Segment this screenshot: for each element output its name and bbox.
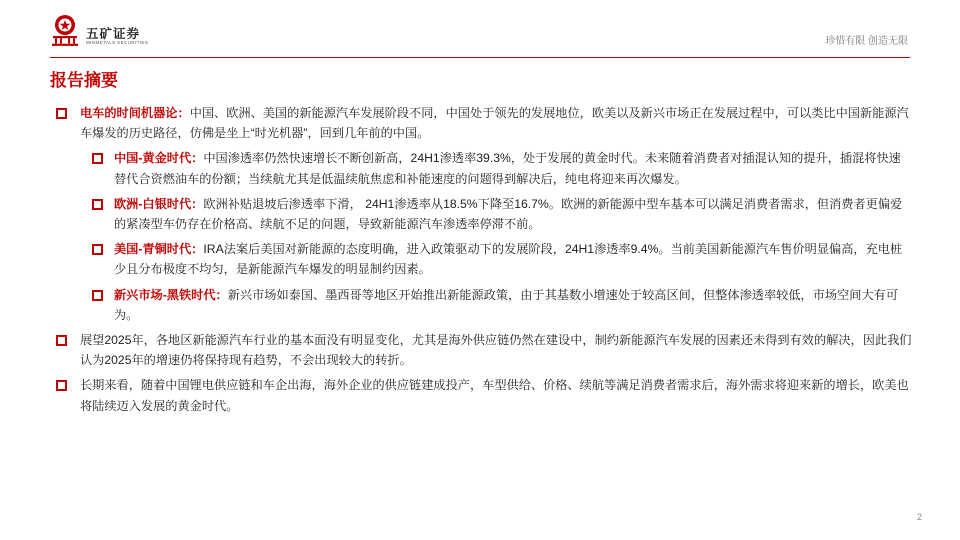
square-bullet-icon — [56, 108, 67, 119]
item-text: 中国渗透率仍然快速增长不断创新高，24H1渗透率39.3%，处于发展的黄金时代。未来随着消费者对插混认知的提升，插混将快速替代合资燃油车的份额；当续航尤其是低温续航焦虑和补能速度的问题得到解决后，纯电将迎来再次爆发。 — [114, 151, 901, 186]
company-logo-icon — [50, 14, 80, 46]
item-text: 新兴市场如泰国、墨西哥等地区开始推出新能源政策，由于其基数小增速处于较高区间，但整体渗透率较低，市场空间大有可为。 — [114, 287, 899, 322]
list-item — [92, 285, 912, 325]
square-bullet-icon — [92, 153, 103, 164]
list-item — [92, 194, 912, 234]
item-text: 中国、欧洲、美国的新能源汽车发展阶段不同，中国处于领先的发展地位，欧美以及新兴市场正在发展过程中，可以类比中国新能源汽车爆发的历史路径，仿佛是坐上“时光机器”，回到几年前的中国。 — [80, 106, 909, 141]
slogan: 珍惜有限 创造无限 — [825, 36, 908, 47]
brand-name: 五矿证券 — [86, 27, 141, 41]
list-item — [92, 239, 912, 279]
item-text: 欧洲补贴退坡后渗透率下滑， 24H1渗透率从18.5%下降至16.7%。欧洲的新能源中型车基本可以满足消费者需求，但消费者更偏爱的紧凑型车仍存在价格高、续航不足的问题，导致新能源汽车渗透率停滞不前。 — [114, 196, 903, 232]
square-bullet-icon — [56, 380, 67, 391]
brand-name-en: MINMETALS SECURITIES — [86, 40, 149, 45]
list-item — [52, 103, 912, 143]
item-text: 展望2025年，各地区新能源汽车行业的基本面没有明显变化，尤其是海外供应链仍然在建设中，制约新能源汽车发展的因素还未得到有效的解决，因此我们认为2025年的增速仍将保持现有趋势，不会出现较大的转折。 — [80, 333, 912, 368]
item-label: 美国-青铜时代： — [114, 242, 204, 257]
square-bullet-icon — [92, 290, 103, 301]
list-item — [52, 375, 912, 415]
page-title: 报告摘要 — [50, 71, 118, 90]
item-label: 新兴市场-黑铁时代： — [114, 287, 228, 302]
item-text: 长期来看，随着中国锂电供应链和车企出海，海外企业的供应链建成投产，车型供给、价格、续航等满足消费者需求后，海外需求将迎来新的增长，欧美也将陆续迈入发展的黄金时代。 — [80, 378, 909, 413]
square-bullet-icon — [56, 335, 67, 346]
square-bullet-icon — [92, 244, 103, 255]
list-item — [52, 330, 912, 370]
item-label: 中国-黄金时代： — [114, 151, 204, 166]
square-bullet-icon — [92, 199, 103, 210]
header — [0, 0, 960, 58]
list-item — [92, 148, 912, 188]
summary-content — [52, 103, 912, 421]
item-label: 电车的时间机器论： — [80, 106, 190, 120]
item-text: IRA法案后美国对新能源的态度明确，进入政策驱动下的发展阶段，24H1渗透率9.4%。当前美国新能源汽车售价明显偏高，充电桩少且分布极度不均匀，是新能源汽车爆发的明显制约因素。 — [114, 242, 903, 277]
item-label: 欧洲-白银时代： — [114, 196, 204, 211]
header-divider — [50, 57, 910, 58]
page-number: 2 — [916, 512, 922, 522]
